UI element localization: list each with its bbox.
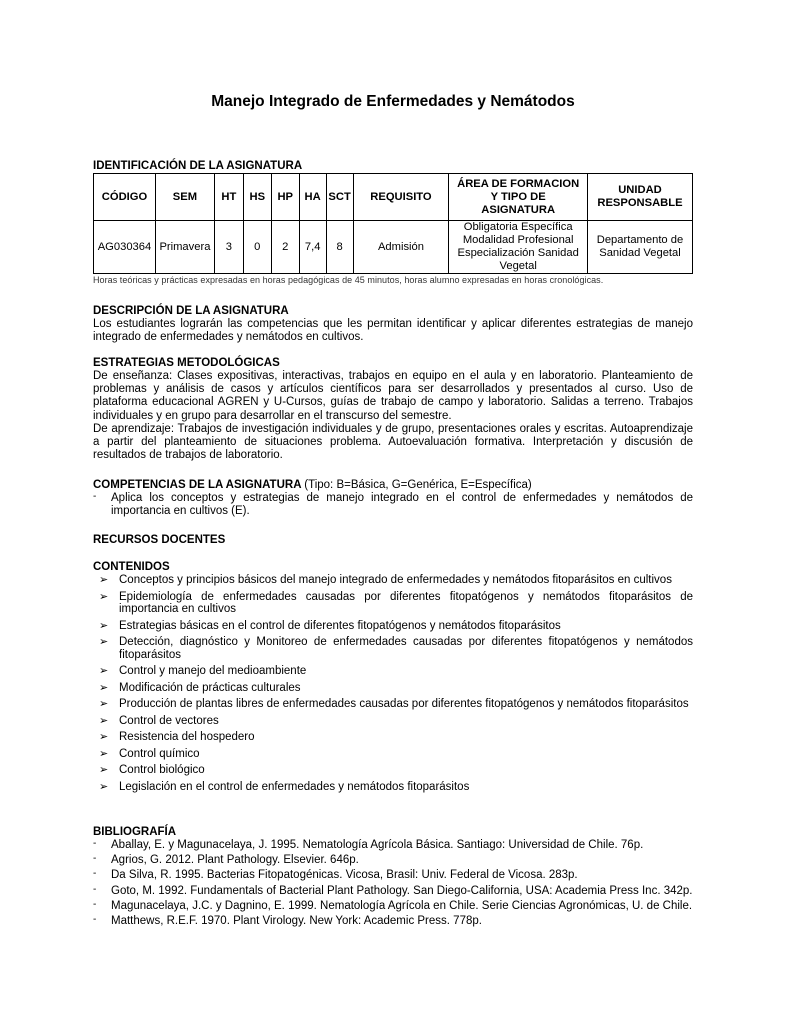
list-item: ➢ Legislación en el control de enfermedades y nemátodos fitoparásitos [99,780,470,793]
list-item: ➢ Detección, diagnóstico y Monitoreo de enfermedades causadas por diferentes fitopatógenos y nemátodos fitoparásitos [99,636,693,661]
list-item: ➢ Control biológico [99,764,205,776]
table-cell: 7,4 [299,221,326,274]
table-cell: 8 [326,221,353,274]
table-cell: Primavera [155,221,214,274]
table-header: SCT [326,174,353,221]
competencias-heading: COMPETENCIAS DE LA ASIGNATURA [93,479,302,491]
list-item: - Da Silva, R. 1995. Bacterias Fitopatogénicas. Vicosa, Brasil: Univ. Federal de Vicosa. 283p. [93,868,578,882]
estrategias-section [93,356,693,462]
estrategias-heading: ESTRATEGIAS METODOLÓGICAS [93,357,280,369]
list-item: ➢ Control químico [99,747,200,760]
table-header: CÓDIGO [94,174,156,221]
list-item: ➢ Epidemiología de enfermedades causadas por diferentes fitopatógenos y nemátodos fitoparásitos de importancia en cultivos [99,590,693,615]
recursos-section [93,533,693,547]
table-header: UNIDAD RESPONSABLE [587,174,692,221]
competencias-tipo: (Tipo: B=Básica, G=Genérica, E=Específica) [304,479,532,491]
contenidos-heading: CONTENIDOS [93,561,170,573]
list-item: ➢ Resistencia del hospedero [99,731,255,743]
list-item: - Aplica los conceptos y estrategias de manejo integrado en el control de enfermedades y nemátodos de importancia en cultivos (E). [93,491,693,518]
identificacion-section [93,159,693,286]
list-item: - Matthews, R.E.F. 1970. Plant Virology. New York: Academic Press. 778p. [93,914,482,928]
recursos-heading: RECURSOS DOCENTES [93,534,226,546]
descripcion-heading: DESCRIPCIÓN DE LA ASIGNATURA [93,305,289,317]
table-cell: Departamento de Sanidad Vegetal [587,221,692,274]
contenidos-list [93,574,693,793]
table-cell: 2 [271,221,299,274]
estrategias-aprendizaje: De aprendizaje: Trabajos de investigación individuales y de grupo, presentaciones orales y escritas. Autoaprendizaje a partir del planteamiento de situaciones problema. Autoevaluación formativa. Interpretación y discusión de resultados de trabajos de laboratorio. [93,422,693,462]
contenidos-section [93,560,693,797]
table-header: SEM [155,174,214,221]
list-item: ➢ Control y manejo del medioambiente [99,665,307,677]
estrategias-ensenanza: De enseñanza: Clases expositivas, interactivas, trabajos en equipo en el aula y en laboratorio. Planteamiento de problemas y análisis de casos y artículos científicos para ser desarrollados y presentados al curso. Uso de plataforma educacional AGREN y U-Cursos, guías de trabajo de campo y laboratorio. Salidas a terreno. Trabajos individuales y en grupo para desarrollar en el transcurso del semestre. [93,370,693,422]
list-item: - Magunacelaya, J.C. y Dagnino, E. 1999. Nematología Agrícola en Chile. Serie Ciencias Agronómicas, U. de Chile. [93,898,693,912]
table-header: HA [299,174,326,221]
competencias-list [93,492,693,518]
list-item: ➢ Control de vectores [99,714,219,727]
table-cell: Obligatoria Específica Modalidad Profesional Especialización Sanidad Vegetal [449,221,588,274]
table-header-row [94,174,693,221]
descripcion-section [93,304,693,344]
competencias-heading-line [93,478,693,492]
list-item: ➢ Producción de plantas libres de enfermedades causadas por diferentes fitopatógenos y nemátodos fitoparásitos [99,698,689,710]
table-header: REQUISITO [353,174,449,221]
table-note: Horas teóricas y prácticas expresadas en horas pedagógicas de 45 minutos, horas alumno expresadas en horas cronológicas. [93,275,604,285]
table-header: HP [271,174,299,221]
list-item: ➢ Modificación de prácticas culturales [99,681,301,694]
bibliografia-list [93,839,693,928]
descripcion-text: Los estudiantes lograrán las competencias que les permitan identificar y aplicar diferentes estrategias de manejo integrado de enfermedades y nemátodos en cultivos. [93,318,693,344]
competencias-section [93,478,693,518]
table-header: ÁREA DE FORMACION Y TIPO DE ASIGNATURA [449,174,588,221]
identificacion-heading: IDENTIFICACIÓN DE LA ASIGNATURA [93,160,303,172]
list-item: - Goto, M. 1992. Fundamentals of Bacterial Plant Pathology. San Diego-California, USA: Academia Press Inc. 342p. [93,883,693,897]
list-item: - Aballay, E. y Magunacelaya, J. 1995. Nematología Agrícola Básica. Santiago: Universidad de Chile. 76p. [93,838,644,851]
bibliografia-heading: BIBLIOGRAFÍA [93,826,177,838]
table-header: HS [243,174,271,221]
table-header: HT [214,174,243,221]
list-item: ➢ Conceptos y principios básicos del manejo integrado de enfermedades y nemátodos fitoparásitos en cultivos [99,574,672,586]
table-cell: AG030364 [94,221,156,274]
page-title: Manejo Integrado de Enfermedades y Nemátodos [211,93,575,110]
table-cell: Admisión [353,221,449,274]
bibliografia-section [93,825,693,930]
table-cell: 3 [214,221,243,274]
list-item: - Agrios, G. 2012. Plant Pathology. Elsevier. 646p. [93,853,359,867]
identificacion-table [93,173,693,274]
table-cell: 0 [243,221,271,274]
table-row [94,221,693,274]
list-item: ➢ Estrategias básicas en el control de diferentes fitopatógenos y nemátodos fitoparásitos [99,619,561,632]
